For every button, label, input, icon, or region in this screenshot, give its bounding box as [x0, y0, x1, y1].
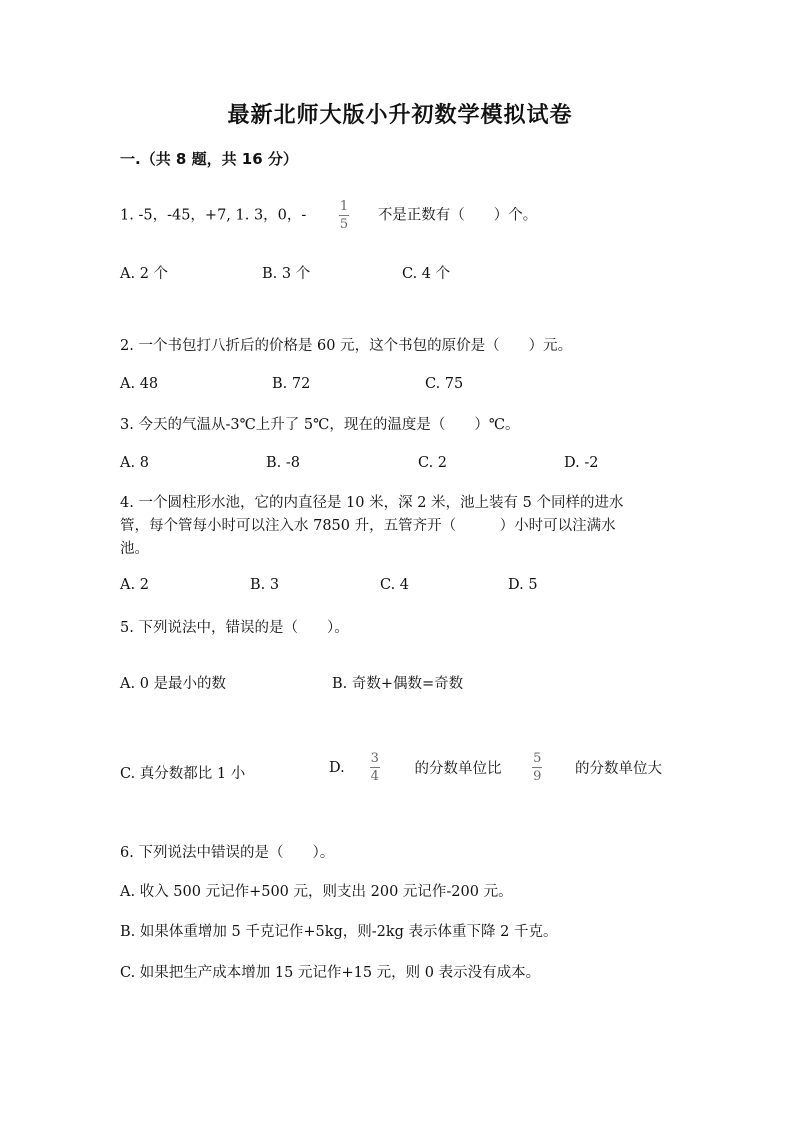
q2-option-a[interactable]: A. 48 — [120, 376, 159, 392]
fraction-three-quarters — [368, 752, 382, 783]
q4-option-a[interactable]: A. 2 — [120, 577, 149, 593]
question-4-line-1: 4. 一个圆柱形水池，它的内直径是 10 米，深 2 米，池上装有 5 个同样的进水 — [120, 495, 624, 511]
q6-option-c[interactable]: C. 如果把生产成本增加 15 元记作+15 元，则 0 表示没有成本。 — [120, 965, 541, 981]
question-3-text: 3. 今天的气温从-3℃上升了 5℃，现在的温度是（ ）℃。 — [120, 417, 520, 433]
q1-option-a[interactable]: A. 2 个 — [120, 266, 169, 282]
fraction-denominator: 4 — [370, 769, 379, 784]
fraction-numerator: 1 — [339, 199, 349, 214]
question-1-text: 1. -5，-45，+7, 1. 3，0，- — [120, 207, 307, 224]
q4-option-d[interactable]: D. 5 — [508, 577, 538, 593]
fraction-denominator: 9 — [533, 769, 542, 784]
q5-option-d-middle: 的分数单位比 — [414, 761, 502, 777]
q3-option-a[interactable]: A. 8 — [120, 455, 149, 471]
q5-option-a[interactable]: A. 0 是最小的数 — [120, 676, 227, 692]
fraction-five-ninths — [530, 752, 544, 783]
q3-option-d[interactable]: D. -2 — [564, 455, 599, 471]
q6-option-a[interactable]: A. 收入 500 元记作+500 元，则支出 200 元记作-200 元。 — [120, 884, 513, 900]
q5-option-b[interactable]: B. 奇数+偶数=奇数 — [332, 676, 464, 692]
question-1-text-end: 不是正数有（ ）个。 — [377, 207, 538, 224]
fraction-one-fifth — [337, 200, 351, 231]
q2-option-c[interactable]: C. 75 — [425, 376, 464, 392]
question-4-line-3: 池。 — [120, 541, 149, 557]
q4-option-b[interactable]: B. 3 — [250, 577, 280, 593]
q1-option-c[interactable]: C. 4 个 — [402, 266, 451, 282]
section-header: 一.（共 8 题，共 16 分） — [120, 150, 298, 168]
page-title: 最新北师大版小升初数学模拟试卷 — [227, 103, 573, 128]
q4-option-c[interactable]: C. 4 — [380, 577, 410, 593]
fraction-denominator: 5 — [339, 217, 349, 232]
fraction-numerator: 3 — [370, 751, 379, 766]
question-2-text: 2. 一个书包打八折后的价格是 60 元，这个书包的原价是（ ）元。 — [120, 338, 573, 354]
question-1 — [120, 200, 537, 231]
question-6-text: 6. 下列说法中错误的是（ ）。 — [120, 845, 335, 861]
q2-option-b[interactable]: B. 72 — [272, 376, 311, 392]
q6-option-b[interactable]: B. 如果体重增加 5 千克记作+5kg，则-2kg 表示体重下降 2 千克。 — [120, 924, 558, 940]
q3-option-c[interactable]: C. 2 — [418, 455, 448, 471]
q5-option-d[interactable] — [329, 752, 662, 783]
fraction-numerator: 5 — [533, 751, 542, 766]
q1-option-b[interactable]: B. 3 个 — [262, 266, 311, 282]
question-4-line-2: 管，每个管每小时可以注入水 7850 升，五管齐开（ ）小时可以注满水 — [120, 518, 616, 534]
q5-option-d-label: D. — [329, 759, 345, 776]
question-5-text: 5. 下列说法中，错误的是（ ）。 — [120, 620, 349, 636]
q3-option-b[interactable]: B. -8 — [266, 455, 300, 471]
q5-option-d-suffix: 的分数单位大 — [575, 761, 662, 777]
q5-option-c[interactable]: C. 真分数都比 1 小 — [120, 766, 246, 782]
